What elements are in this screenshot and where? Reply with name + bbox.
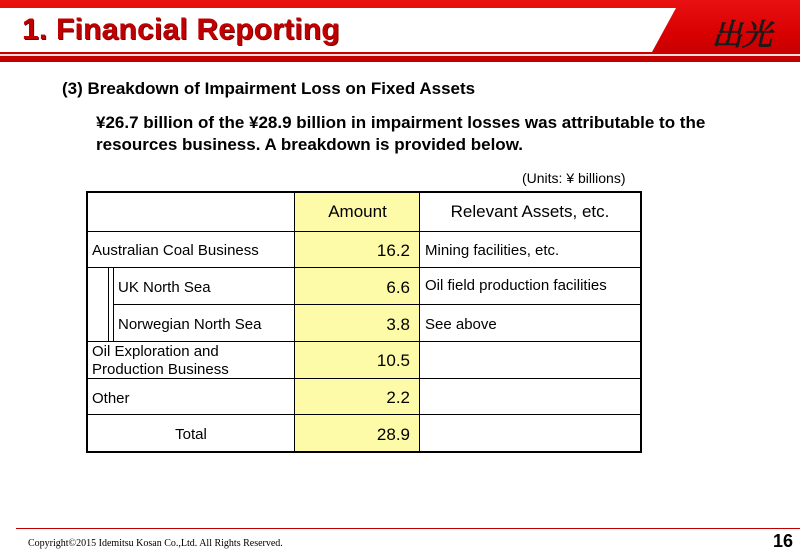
summary-text: ¥26.7 billion of the ¥28.9 billion in impairment losses was attributable to the resources business. A breakdown is provided below. xyxy=(96,113,706,154)
row-label-total: Total xyxy=(175,426,207,443)
row-label-uk-north-sea: UK North Sea xyxy=(118,279,211,296)
row-divider xyxy=(88,267,640,268)
row-label-oil-exploration-line1: Oil Exploration and xyxy=(92,343,219,360)
row-assets-uk-north-sea: Oil field production facilities xyxy=(425,277,607,294)
row-amount-total: 28.9 xyxy=(376,425,410,444)
footer-divider xyxy=(16,528,800,529)
row-divider xyxy=(88,378,640,379)
row-assets-norwegian-north-sea: See above xyxy=(425,316,497,333)
copyright-text: Copyright©2015 Idemitsu Kosan Co.,Ltd. All Rights Reserved. xyxy=(28,538,283,549)
row-divider xyxy=(88,414,640,415)
section-title: (3) Breakdown of Impairment Loss on Fixed Assets xyxy=(62,79,476,98)
impairment-table xyxy=(86,191,642,453)
row-divider xyxy=(88,341,640,342)
column-divider xyxy=(419,193,420,451)
company-logo: 出光 xyxy=(712,18,772,53)
row-label-australian-coal: Australian Coal Business xyxy=(92,242,259,259)
row-assets-australian-coal: Mining facilities, etc. xyxy=(425,242,560,259)
indent-divider xyxy=(108,267,109,341)
row-label-other: Other xyxy=(92,390,130,407)
assets-header: Relevant Assets, etc. xyxy=(450,202,610,221)
amount-header: Amount xyxy=(328,202,387,221)
units-label: (Units: ¥ billions) xyxy=(522,170,626,186)
page-title: 1. Financial Reporting xyxy=(22,13,340,46)
row-label-oil-exploration-line2: Production Business xyxy=(92,361,229,378)
row-amount-oil-exploration: 10.5 xyxy=(376,351,410,370)
page-number: 16 xyxy=(773,531,794,551)
row-amount-norwegian-north-sea: 3.8 xyxy=(386,315,410,334)
row-divider xyxy=(88,231,640,232)
row-label-norwegian-north-sea: Norwegian North Sea xyxy=(118,316,262,333)
row-amount-australian-coal: 16.2 xyxy=(376,241,410,260)
row-divider xyxy=(113,304,640,305)
indent-divider xyxy=(113,267,114,341)
row-amount-uk-north-sea: 6.6 xyxy=(386,278,410,297)
row-amount-other: 2.2 xyxy=(386,388,410,407)
